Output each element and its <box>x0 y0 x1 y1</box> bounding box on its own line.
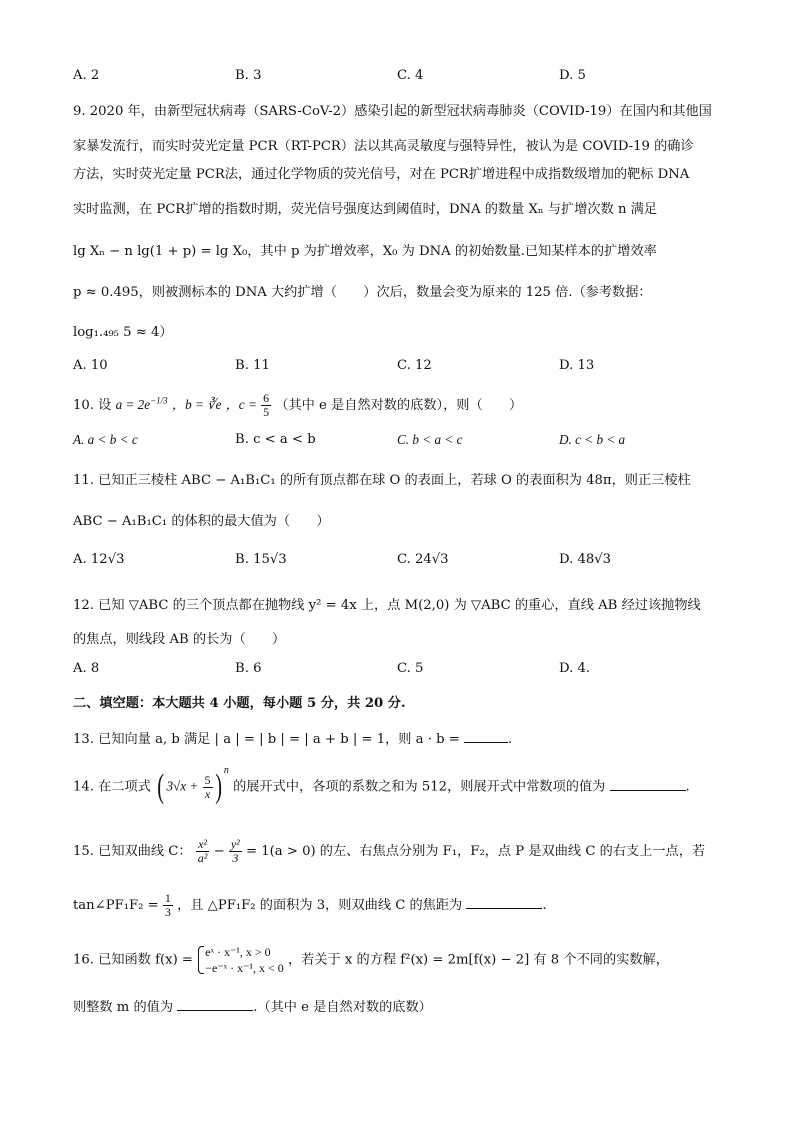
q14-suffix: 的展开式中，各项的系数之和为 512，则展开式中常数项的值为 <box>233 779 606 795</box>
q14-left-paren: ( <box>157 768 165 805</box>
q9-option-c: C. 12 <box>397 358 432 373</box>
q11-option-c: C. 24√3 <box>397 552 449 567</box>
q11-line-2: ABC − A₁B₁C₁ 的体积的最大值为（ ） <box>73 514 330 529</box>
q15-tan-den: 3 <box>164 905 171 919</box>
q9-line-2: 家暴发流行，而实时荧光定量 PCR（RT-PCR）法以其高灵敏度与强特异性，被认为是 COVID-19 的确诊 <box>73 139 694 154</box>
q9-line-6: p ≈ 0.495，则被测标本的 DNA 大约扩增（ ）次后，数量会变为原来的 125 倍.（参考数据： <box>73 285 652 300</box>
q13-stem <box>73 728 512 747</box>
q14-inner-term: 3√x + <box>166 778 199 794</box>
q15-answer-blank[interactable] <box>466 896 542 909</box>
q9-line-4: 实时监测，在 PCR扩增的指数时期，荧光信号强度达到阈值时，DNA 的数量 Xₙ 与扩增次数 n 满足 <box>73 202 658 217</box>
q12-line-2: 的焦点，则线段 AB 的长为（ ） <box>73 632 286 647</box>
q9-line-1: 9. 2020 年，由新型冠状病毒（SARS-CoV-2）感染引起的新型冠状病毒肺炎（COVID-19）在国内和其他国 <box>73 104 712 119</box>
q10-stem <box>73 392 522 419</box>
q11-line-1: 11. 已知正三棱柱 ABC − A₁B₁C₁ 的所有顶点都在球 O 的表面上，若球 O 的表面积为 48π，则正三棱柱 <box>73 473 691 488</box>
q8-option-c: C. 4 <box>397 68 424 83</box>
q13-text: 13. 已知向量 a, b 满足 | a | = | b | = | a + b | = 1，则 a · b = <box>73 732 460 747</box>
section-fill-in-blank-heading: 二、填空题：本大题共 4 小题，每小题 5 分，共 20 分. <box>73 696 406 711</box>
q16-piecewise <box>197 944 284 976</box>
q10-c-denominator: 5 <box>263 405 270 419</box>
q9-options <box>73 358 733 376</box>
q14-power: n <box>223 765 229 777</box>
q15-mid: = 1(a > 0) 的左、右焦点分别为 F₁，F₂，点 P 是双曲线 C 的右支上一点，若 <box>246 844 706 859</box>
q8-option-d: D. 5 <box>559 68 586 83</box>
q14-fraction <box>203 774 213 801</box>
q15-frac-x-num: x² <box>196 838 210 852</box>
q16-prefix: 16. 已知函数 f(x) = <box>73 952 193 968</box>
q14-answer-blank[interactable] <box>610 778 686 791</box>
q8-option-a: A. 2 <box>73 68 100 83</box>
q9-option-b: B. 11 <box>235 358 270 373</box>
q15-line2-prefix: tan∠PF₁F₂ = <box>73 898 159 913</box>
q11-option-b: B. 15√3 <box>235 552 287 567</box>
q10-prefix: 10. 设 <box>73 398 112 413</box>
q10-options <box>73 432 733 450</box>
q9-option-d: D. 13 <box>559 358 595 373</box>
q12-option-d: D. 4. <box>559 661 591 676</box>
q8-option-b: B. 3 <box>235 68 262 83</box>
q10-option-d: D. c < b < a <box>559 432 626 447</box>
q14-numerator: 5 <box>204 772 211 787</box>
q9-line-5: lg Xₙ − n lg(1 + p) = lg X₀，其中 p 为扩增效率，X₀ 为 DNA 的初始数量.已知某样本的扩增效率 <box>73 244 657 259</box>
q14-right-paren: ) <box>214 768 222 805</box>
q15-line-1 <box>73 838 705 865</box>
q8-options <box>73 68 733 86</box>
q12-option-a: A. 8 <box>73 661 100 676</box>
q15-frac-y-den: 3 <box>232 851 239 865</box>
q15-frac-y-num: y² <box>230 837 240 851</box>
q16-line-2 <box>73 996 432 1015</box>
q9-line-7: log₁.₄₉₅ 5 ≈ 4） <box>73 325 173 340</box>
q13-end: . <box>508 732 513 747</box>
q10-b-expr: ，b = ∛e <box>171 397 222 412</box>
q10-a-exponent: −1/3 <box>150 395 168 406</box>
q15-frac-x <box>196 838 210 865</box>
q16-line2: 则整数 m 的值为 <box>73 1000 174 1015</box>
q15-prefix: 15. 已知双曲线 C： <box>73 844 192 859</box>
q15-minus: − <box>213 844 225 859</box>
q10-c-numerator: 6 <box>263 391 270 405</box>
q14-end: . <box>685 779 690 795</box>
q12-option-b: B. 6 <box>235 661 262 676</box>
q10-option-b: B. c < a < b <box>235 432 316 447</box>
q15-frac-x-den: a² <box>197 851 208 865</box>
q16-line2-end: .（其中 e 是自然对数的底数） <box>253 1000 432 1015</box>
q16-line-1 <box>73 944 669 976</box>
q15-line2-suffix: ，且 △PF₁F₂ 的面积为 3，则双曲线 C 的焦距为 <box>177 898 463 913</box>
q12-options <box>73 661 733 679</box>
q16-case-2: −e⁻ˣ · x⁻¹, x < 0 <box>205 961 284 975</box>
q11-option-d: D. 48√3 <box>559 552 612 567</box>
q13-answer-blank[interactable] <box>464 730 508 743</box>
q11-option-a: A. 12√3 <box>73 552 125 567</box>
q9-line-3: 方法，实时荧光定量 PCR法，通过化学物质的荧光信号，对在 PCR扩增进程中成指数级增加的靶标 DNA <box>73 167 690 182</box>
q10-option-a: A. a < b < c <box>73 432 138 447</box>
q16-answer-blank[interactable] <box>177 998 253 1011</box>
q9-option-a: A. 10 <box>73 358 108 373</box>
q15-end: . <box>542 898 547 913</box>
q15-tan-fraction <box>163 892 173 919</box>
q14-prefix: 14. 在二项式 <box>73 779 151 795</box>
q10-c-fraction <box>261 392 271 419</box>
q12-option-c: C. 5 <box>397 661 424 676</box>
q10-suffix: （其中 e 是自然对数的底数），则（ ） <box>275 398 523 413</box>
q15-tan-num: 1 <box>164 891 171 905</box>
q12-line-1: 12. 已知 ▽ABC 的三个顶点都在抛物线 y² = 4x 上，点 M(2,0) 为 ▽ABC 的重心，直线 AB 经过该抛物线 <box>73 598 701 613</box>
q10-c-prefix: ，c = <box>225 397 257 412</box>
q15-frac-y <box>229 838 242 865</box>
q16-case-1: eˣ · x⁻¹, x > 0 <box>205 945 271 959</box>
q15-line-2 <box>73 892 547 919</box>
q10-option-c: C. b < a < c <box>397 432 463 447</box>
q11-options <box>73 552 733 570</box>
q16-suffix: ，若关于 x 的方程 f²(x) = 2m[f(x) − 2] 有 8 个不同的实数解， <box>287 952 669 968</box>
q10-a-expr: a = 2e <box>115 397 151 412</box>
q14-stem <box>73 765 690 805</box>
q14-denominator: x <box>204 786 211 801</box>
